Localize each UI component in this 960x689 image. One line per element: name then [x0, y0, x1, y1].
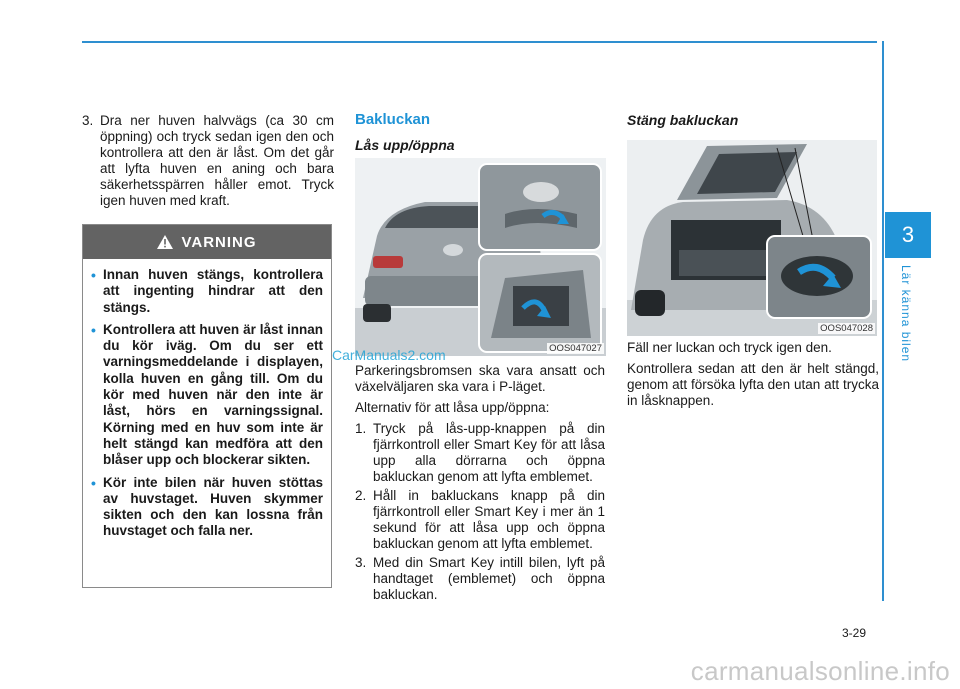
paragraph: Parkeringsbromsen ska vara ansatt och växelväljaren ska vara i P-läget.	[355, 363, 605, 394]
paragraph: Alternativ för att låsa upp/öppna:	[355, 400, 550, 415]
warning-item: • Kör inte bilen när huven stöttas av huvstaget. Huven skymmer sikten och den kan lossna från huvstaget och falla ner.	[91, 474, 323, 539]
car-rear-illustration	[355, 158, 606, 356]
paragraph: Kontrollera sedan att den är helt stängd, genom att försöka lyfta den utan att trycka in låsknappen.	[627, 361, 879, 408]
list-item	[82, 113, 334, 209]
column-1	[82, 113, 334, 212]
section-title: Bakluckan	[355, 111, 431, 128]
warning-title: VARNING	[181, 233, 257, 251]
car-open-tailgate-illustration	[627, 140, 877, 336]
page-number: 3-29	[842, 626, 867, 640]
warning-box	[82, 224, 332, 588]
list-item: 1. Tryck på lås-upp-knappen på din fjärrkontroll eller Smart Key för att låsa upp alla dörrarna och öppna bakluckan genom att lyfta emblemet.	[355, 421, 605, 484]
subhead-close: Stäng bakluckan	[627, 112, 739, 128]
top-rule	[82, 41, 877, 43]
item-text: Dra ner huven halvvägs (ca 30 cm öppning) och tryck sedan igen den och kontrollera att den är låst. Om det går att lyfta huven en aning och bara säkerhetsspärren håller emot. Tryck igen huven med kraft.	[100, 113, 334, 208]
list-item: 3. Med din Smart Key intill bilen, lyft på handtaget (emblemet) och öppna bakluckan.	[355, 555, 605, 602]
warning-triangle-icon	[157, 235, 173, 249]
subhead-unlock: Lås upp/öppna	[355, 137, 455, 153]
bullet-icon: •	[91, 474, 96, 491]
footer-watermark: carmanualsonline.info	[690, 656, 950, 686]
figure-caption: OOS047027	[549, 343, 602, 354]
watermark: CarManuals2.com	[332, 347, 446, 363]
warning-item: • Innan huven stängs, kontrollera att ingenting hindrar att den stängs.	[91, 267, 323, 315]
figure-caption: OOS047028	[820, 323, 873, 334]
side-rule	[882, 41, 884, 601]
paragraph: Fäll ner luckan och tryck igen den.	[627, 340, 832, 355]
bullet-icon: •	[91, 267, 96, 283]
warning-list	[83, 267, 331, 540]
figure-close	[627, 140, 877, 336]
chapter-title: Lär känna bilen	[899, 265, 913, 363]
warning-item: • Kontrollera att huven är låst innan du kör iväg. Om du ser ett varningsmeddelande i displayen, kolla huven en gång till. Om du kör med huven när den inte är låst, hörs en varningssignal. Körning med en huv som inte är helt stängd kan medföra att den blåser upp och blockerar sikten.	[91, 321, 323, 468]
warning-header	[83, 225, 331, 259]
list-item: 2. Håll in bakluckans knapp på din fjärrkontroll eller Smart Key i mer än 1 sekund för att låsa upp och öppna bakluckan genom att lyfta emblemet.	[355, 488, 605, 551]
bullet-icon: •	[91, 321, 96, 338]
chapter-tab: 3	[885, 212, 931, 258]
item-number: 3.	[82, 113, 94, 128]
figure-unlock	[355, 158, 606, 356]
